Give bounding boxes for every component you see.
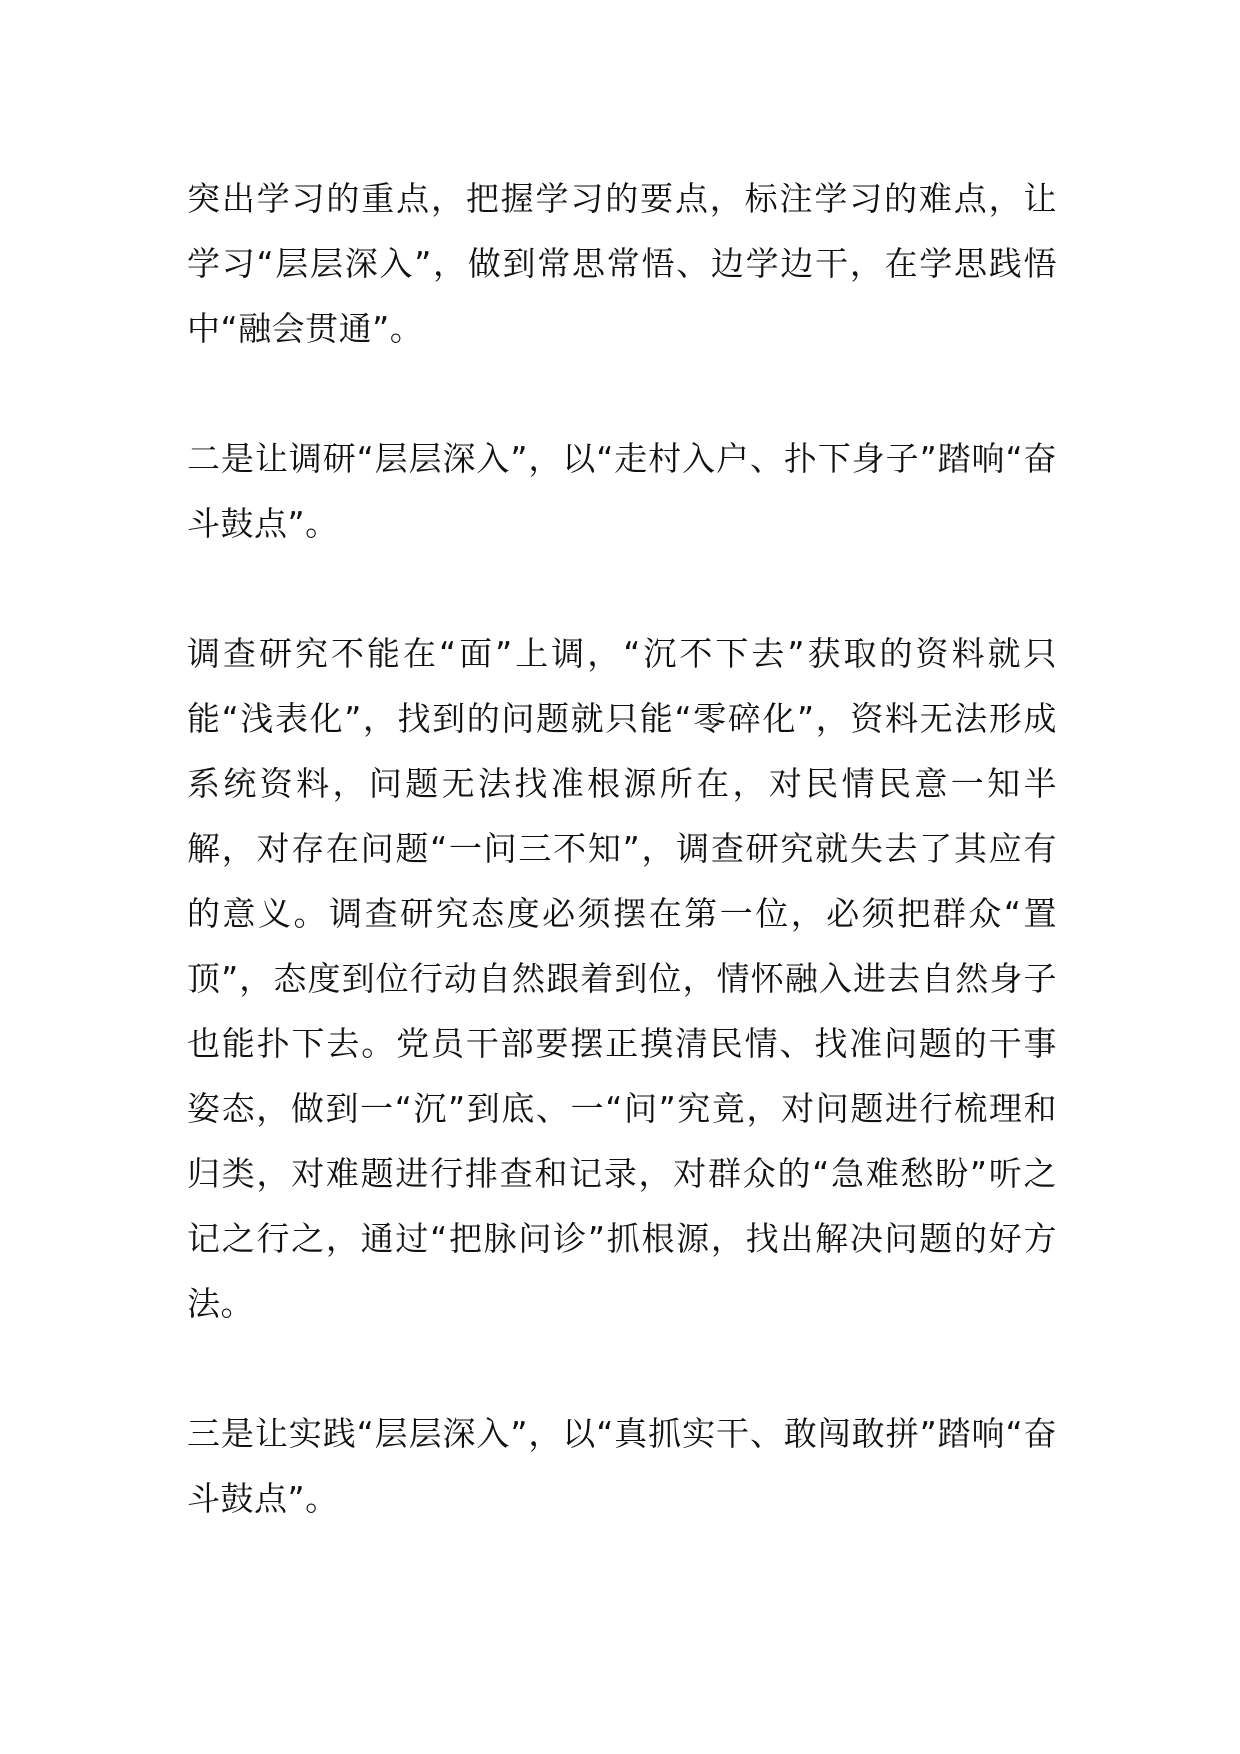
paragraph-research-body: 调查研究不能在“面”上调，“沉不下去”获取的资料就只能“浅表化”，找到的问题就只能“零碎化”，资料无法形成系统资料，问题无法找准根源所在，对民情民意一知半解，对存在问题“一问三不知”，调查研究就失去了其应有的意义。调查研究态度必须摆在第一位，必须把群众“置顶”，态度到位行动自然跟着到位，情怀融入进去自然身子也能扑下去。党员干部要摆正摸清民情、找准问题的干事姿态，做到一“沉”到底、一“问”究竟，对问题进行梳理和归类，对难题进行排查和记录，对群众的“急难愁盼”听之记之行之，通过“把脉问诊”抓根源，找出解决问题的好方法。 — [187, 634, 1057, 1323]
body-text — [187, 166, 1057, 1531]
paragraph-study-continuation: 突出学习的重点，把握学习的要点，标注学习的难点，让学习“层层深入”，做到常思常悟、边学边干，在学思践悟中“融会贯通”。 — [187, 179, 1057, 348]
paragraph-heading-research: 二是让调研“层层深入”，以“走村入户、扑下身子”踏响“奋斗鼓点”。 — [187, 439, 1057, 543]
paragraph-heading-practice: 三是让实践“层层深入”，以“真抓实干、敢闯敢拼”踏响“奋斗鼓点”。 — [187, 1414, 1057, 1518]
